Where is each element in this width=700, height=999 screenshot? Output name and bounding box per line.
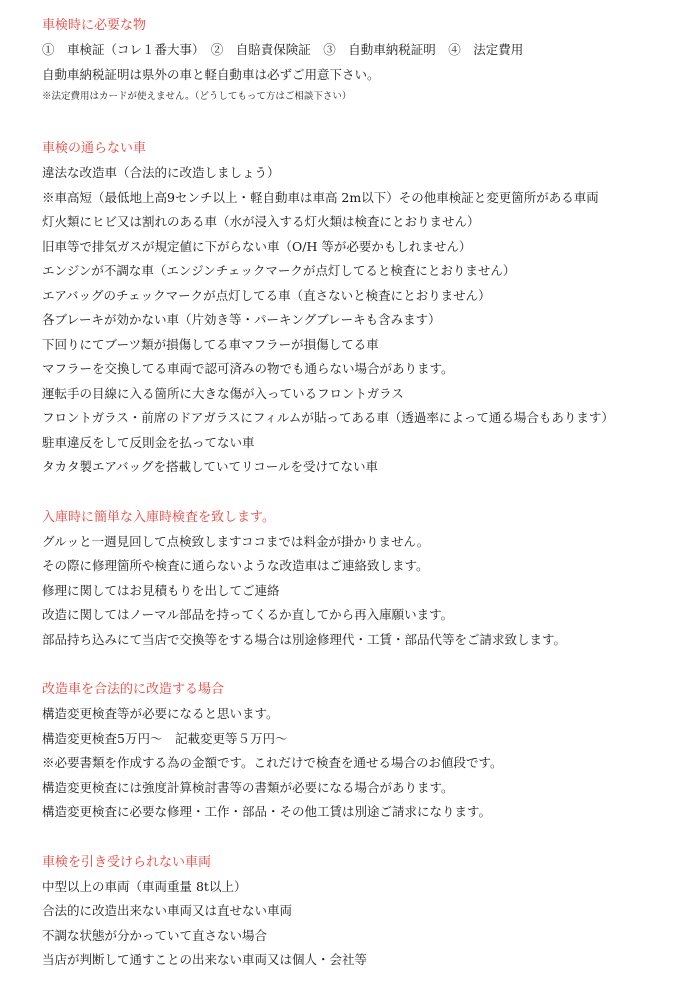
body-line: 運転手の目線に入る箇所に大きな傷が入っているフロントガラス bbox=[42, 385, 404, 401]
body-line: フロントガラス・前席のドアガラスにフィルムが貼ってある車（透過率によって通る場合もあります） bbox=[42, 410, 614, 425]
section-heading: 入庫時に簡単な入庫時検査を致します。 bbox=[42, 509, 275, 525]
body-line: ※車高短（最低地上高9センチ以上・軽自動車は車高 2m以下）その他車検証と変更箇所がある車両 bbox=[42, 189, 599, 205]
section-spacer bbox=[42, 107, 682, 137]
section-legal-modification bbox=[42, 678, 682, 825]
body-line: 不調な状態が分かっていて直さない場合 bbox=[42, 927, 268, 943]
body-line: 旧車等で排気ガスが規定値に下がらない車（O/H 等が必要かもしれません） bbox=[42, 238, 472, 254]
note-line: ※法定費用はカードが使えません。（どうしてもって方はご相談下さい） bbox=[42, 91, 352, 102]
body-line: ① 車検証（コレ１番大事） ② 自賠責保険証 ③ 自動車納税証明 ④ 法定費用 bbox=[42, 42, 524, 57]
body-line: 部品持ち込みにて当店で交換等をする場合は別途修理代・工賃・部品代等をご請求致します。 bbox=[42, 631, 567, 647]
body-line: 改造に関してはノーマル部品を持ってくるか直してから再入庫願います。 bbox=[42, 607, 454, 622]
section-spacer bbox=[42, 480, 682, 506]
body-line: 各ブレーキが効かない車（片効き等・パーキングブレーキも含みます） bbox=[42, 312, 441, 327]
body-line: 修理に関してはお見積もりを出してご連絡 bbox=[42, 582, 280, 598]
body-line: マフラーを交換してる車両で認可済みの物でも通らない場合があります。 bbox=[42, 361, 454, 376]
body-line: エアバッグのチェックマークが点灯してる車（直さないと検査にとおりません） bbox=[42, 287, 491, 303]
section-spacer bbox=[42, 652, 682, 678]
body-line: 当店が判断して通すことの出来ない車両又は個人・会社等 bbox=[42, 952, 368, 967]
body-line: 中型以上の車両（車両重量 8t以上） bbox=[42, 878, 247, 894]
section-heading: 車検を引き受けられない車両 bbox=[42, 854, 212, 870]
body-line: 合法的に改造出来ない車両又は直せない車両 bbox=[42, 903, 293, 918]
body-line: その際に修理箇所や検査に通らないような改造車はご連絡致します。 bbox=[42, 558, 429, 573]
section-heading: 改造車を合法的に改造する場合 bbox=[42, 682, 225, 697]
body-line: 構造変更検査に必要な修理・工作・部品・その他工賃は別途ご請求になります。 bbox=[42, 804, 492, 819]
section-failing-cars bbox=[42, 137, 682, 480]
section-refused-vehicles bbox=[42, 851, 682, 973]
section-heading: 車検時に必要な物 bbox=[42, 18, 147, 33]
body-line: 下回りにてブーツ類が損傷してる車マフラーが損傷してる車 bbox=[42, 336, 379, 352]
body-line: グルッと一週見回して点検致しますココまでは料金が掛かりません。 bbox=[42, 533, 430, 549]
section-intake-inspection bbox=[42, 506, 682, 653]
body-line: タカタ製エアバッグを搭載していてリコールを受けてない車 bbox=[42, 459, 379, 474]
body-line: ※必要書類を作成する為の金額です。これだけで検査を通せる場合のお値段です。 bbox=[42, 755, 503, 770]
section-spacer bbox=[42, 825, 682, 851]
body-line: 駐車違反をして反則金を払ってない車 bbox=[42, 434, 255, 450]
body-line: 構造変更検査5万円～ 記載変更等５万円～ bbox=[42, 730, 288, 746]
body-line: 自動車納税証明は県外の車と軽自動車は必ずご用意下さい。 bbox=[42, 66, 380, 82]
body-line: 灯火類にヒビ又は割れのある車（水が浸入する灯火類は検査にとおりません） bbox=[42, 214, 480, 229]
body-line: エンジンが不調な車（エンジンチェックマークが点灯してると検査にとおりません） bbox=[42, 263, 516, 278]
body-line: 違法な改造車（合法的に改造しましょう） bbox=[42, 165, 280, 180]
body-line: 構造変更検査等が必要になると思います。 bbox=[42, 706, 279, 721]
section-heading: 車検の通らない車 bbox=[42, 141, 147, 156]
body-line: 構造変更検査には強度計算検討書等の書類が必要になる場合があります。 bbox=[42, 779, 454, 795]
section-required-items bbox=[42, 14, 682, 107]
document-page bbox=[42, 14, 682, 973]
